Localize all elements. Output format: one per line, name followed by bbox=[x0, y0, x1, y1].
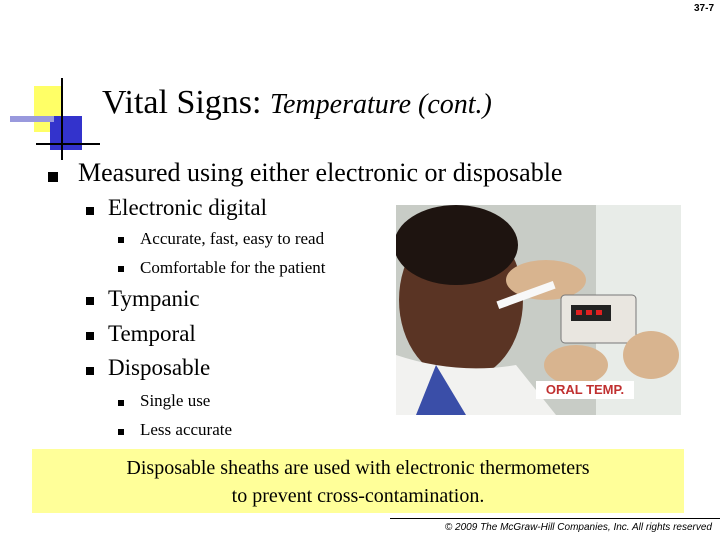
bullet-square-icon bbox=[118, 266, 124, 272]
bullet-accurate: Accurate, fast, easy to read bbox=[140, 229, 325, 248]
bullet-disposable: Disposable bbox=[108, 355, 211, 380]
page-title bbox=[102, 84, 492, 122]
bullet-single-use: Single use bbox=[140, 391, 211, 410]
title-main: Vital Signs: bbox=[102, 84, 262, 121]
bullet-electronic: Electronic digital bbox=[108, 195, 268, 220]
title-sub: Temperature (cont.) bbox=[269, 89, 492, 120]
bullet-square-icon bbox=[118, 237, 124, 243]
bullet-square-icon bbox=[86, 207, 94, 215]
bullet-square-icon bbox=[118, 400, 124, 406]
bullet-comfortable: Comfortable for the patient bbox=[140, 258, 326, 277]
bullet-less-accurate: Less accurate bbox=[140, 420, 233, 439]
photo-label: ORAL TEMP. bbox=[536, 381, 634, 399]
bullet-temporal: Temporal bbox=[108, 321, 196, 346]
oral-temp-photo bbox=[396, 205, 681, 415]
bullet-square-icon bbox=[48, 172, 58, 182]
bullet-square-icon bbox=[86, 332, 94, 340]
note-line-1: Disposable sheaths are used with electronic thermometers bbox=[126, 457, 590, 479]
bullet-square-icon bbox=[86, 297, 94, 305]
decorative-logo-icon bbox=[0, 0, 110, 170]
bullet-measured: Measured using either electronic or disposable bbox=[78, 158, 563, 187]
bullet-tympanic: Tympanic bbox=[108, 286, 200, 311]
note-line-2: to prevent cross-contamination. bbox=[231, 485, 485, 507]
bullet-square-icon bbox=[118, 429, 124, 435]
bullet-square-icon bbox=[86, 367, 94, 375]
copyright-text: © 2009 The McGraw-Hill Companies, Inc. All rights reserved bbox=[444, 522, 712, 533]
note-box bbox=[32, 449, 684, 513]
slide-number: 37-7 bbox=[693, 3, 714, 14]
footer-divider bbox=[390, 518, 720, 519]
